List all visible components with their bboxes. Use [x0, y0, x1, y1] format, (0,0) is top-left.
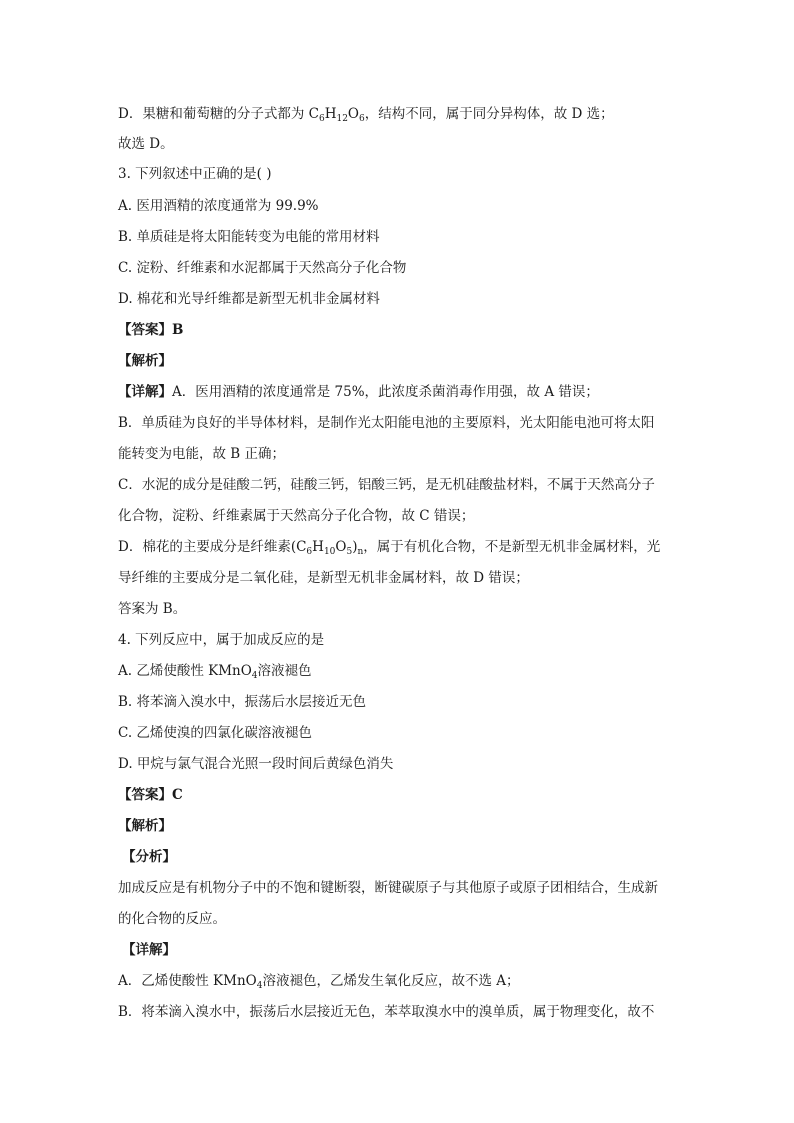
text-line	[122, 940, 176, 960]
text-segment: ，属于有机化合物，不是新型无机非金属材料，光	[363, 539, 661, 555]
text-segment: D．果糖和葡萄糖的分子式都为 C	[118, 106, 319, 122]
text-segment: C. 乙烯使溴的四氯化碳溶液褪色	[118, 725, 312, 741]
text-line	[118, 289, 380, 309]
text-segment: 溶液褪色，乙烯发生氧化反应，故不选 A；	[262, 973, 520, 989]
text-segment: 溶液褪色	[257, 663, 312, 679]
text-segment: D．棉花的主要成分是纤维素(C	[118, 539, 307, 555]
text-line	[118, 164, 272, 184]
text-line	[118, 630, 324, 650]
text-line	[118, 537, 660, 557]
text-line	[118, 258, 406, 278]
text-line	[118, 971, 520, 991]
text-segment: A. 乙烯使酸性 KMnO	[118, 663, 252, 679]
subscript: 5	[346, 547, 353, 557]
subscript: 6	[359, 114, 365, 124]
text-line	[122, 847, 176, 867]
text-line	[118, 382, 599, 402]
text-segment: O	[347, 106, 359, 122]
text-line	[118, 506, 474, 526]
text-line	[118, 661, 312, 681]
text-segment: C. 淀粉、纤维素和水泥都属于天然高分子化合物	[118, 260, 407, 276]
subscript: 4	[256, 981, 263, 991]
text-segment: 3. 下列叙述中正确的是( )	[118, 166, 272, 182]
text-segment: 故选 D。	[118, 136, 174, 152]
text-segment: A. 医用酒精的浓度通常为 99.9%	[118, 198, 319, 214]
text-segment: 【详解】	[118, 384, 172, 400]
text-line	[118, 196, 319, 216]
text-segment: A．医用酒精的浓度通常是 75%，此浓度杀菌消毒作用强，故 A 错误；	[172, 384, 599, 400]
text-segment: 答案为 B。	[118, 601, 187, 617]
text-line	[118, 785, 183, 805]
text-line	[118, 723, 312, 743]
subscript: 10	[323, 547, 336, 557]
text-line	[118, 909, 226, 929]
text-line	[118, 1002, 654, 1022]
subscript: 12	[336, 114, 348, 124]
text-segment: D. 甲烷与氯气混合光照一段时间后黄绿色消失	[118, 756, 394, 772]
text-segment: 【解析】	[118, 353, 172, 369]
text-segment: 4. 下列反应中，属于加成反应的是	[118, 632, 325, 648]
text-segment: O	[335, 539, 347, 555]
text-segment: ，结构不同，属于同分异构体，故 D 选；	[364, 106, 614, 122]
subscript: 6	[306, 547, 313, 557]
text-line	[118, 227, 380, 247]
text-segment: B. 单质硅是将太阳能转变为电能的常用材料	[118, 229, 380, 245]
text-line	[118, 413, 654, 433]
text-line	[118, 351, 172, 371]
text-line	[118, 599, 186, 619]
text-line	[118, 134, 174, 154]
text-line	[118, 444, 285, 464]
text-segment: 的化合物的反应。	[118, 911, 226, 927]
text-line	[118, 320, 183, 340]
text-line	[118, 475, 655, 495]
text-line	[118, 692, 366, 712]
text-segment: D. 棉花和光导纤维都是新型无机非金属材料	[118, 291, 380, 307]
text-segment: 【答案】C	[118, 787, 183, 803]
text-segment: )	[352, 539, 358, 555]
text-line	[118, 754, 393, 774]
text-segment: 【详解】	[122, 942, 176, 958]
text-segment: B．将苯滴入溴水中，振荡后水层接近无色，苯萃取溴水中的溴单质，属于物理变化，故不	[118, 1004, 655, 1020]
text-line	[118, 104, 614, 124]
text-segment: 【解析】	[118, 818, 172, 834]
text-line	[118, 816, 172, 836]
text-segment: H	[324, 106, 337, 122]
text-line	[118, 878, 658, 898]
text-segment: H	[312, 539, 324, 555]
text-segment: B. 将苯滴入溴水中，振荡后水层接近无色	[118, 694, 367, 710]
text-segment: 导纤维的主要成分是二氧化硅，是新型无机非金属材料，故 D 错误；	[118, 570, 529, 586]
text-segment: 化合物，淀粉、纤维素属于天然高分子化合物，故 C 错误；	[118, 508, 475, 524]
text-segment: A．乙烯使酸性 KMnO	[118, 973, 257, 989]
text-segment: 能转变为电能，故 B 正确；	[118, 446, 286, 462]
subscript: 4	[251, 671, 258, 681]
text-segment: 【分析】	[122, 849, 176, 865]
subscript: n	[357, 547, 364, 557]
text-segment: 【答案】B	[118, 322, 184, 338]
text-line	[118, 568, 529, 588]
text-segment: 加成反应是有机物分子中的不饱和键断裂，断键碳原子与其他原子或原子团相结合，生成新	[118, 880, 658, 896]
text-segment: B．单质硅为良好的半导体材料，是制作光太阳能电池的主要原料，光太阳能电池可将太阳	[118, 415, 655, 431]
subscript: 6	[318, 114, 325, 124]
text-segment: C．水泥的成分是硅酸二钙，硅酸三钙，铝酸三钙，是无机硅酸盐材料，不属于天然高分子	[118, 477, 655, 493]
